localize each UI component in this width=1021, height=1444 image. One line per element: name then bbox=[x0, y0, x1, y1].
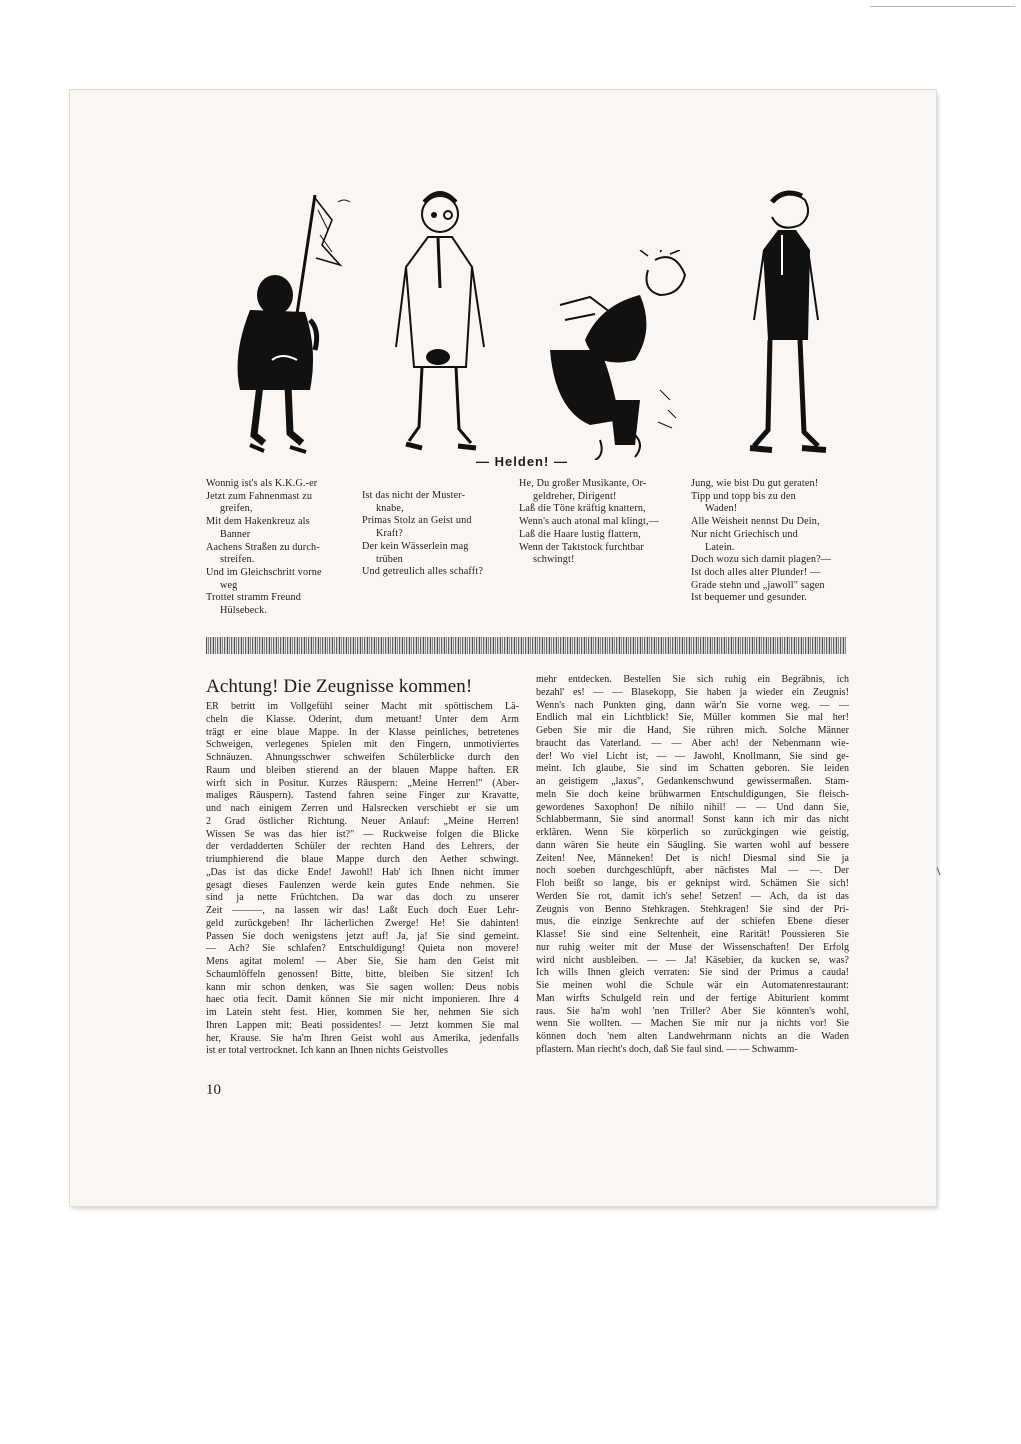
article-column-right bbox=[536, 674, 849, 1057]
verse-line: Jetzt zum Fahnenmast zu bbox=[206, 490, 313, 502]
verse-model-pupil bbox=[362, 490, 512, 579]
verse-line: Wenn der Taktstock furchtbar bbox=[519, 541, 644, 553]
article-line: Man wirfts Schulgeld rein und der fertige Abiturient kommt bbox=[536, 992, 849, 1004]
verse-line: Jung, wie bist Du gut geraten! bbox=[691, 478, 819, 489]
article-line: — Ach? Sie schlafen? Entschuldigung! Quieta non movere! bbox=[206, 943, 519, 955]
article-line: her, Krause. Sie ha'm Ihren Geist wohl aus Amerika, jedenfalls bbox=[206, 1032, 519, 1044]
article-line: trägt er eine blaue Mappe. In der Klasse peinliches, betretenes bbox=[206, 726, 519, 738]
article-line: können doch 'nem alten Landwehrmann nichts an die Waden bbox=[536, 1031, 849, 1042]
verse-line: Latein. bbox=[705, 541, 735, 553]
verse-line: Alle Weisheit nennst Du Dein, bbox=[691, 516, 820, 528]
young-boy-illustration bbox=[740, 190, 835, 460]
article-line: Klasse! Sie sind eine Seltenheit, eine Rarität! Poussieren Sie bbox=[536, 929, 849, 940]
article-line: und nach einigem Zerren und Halsrecken verschiebt er sie um bbox=[206, 803, 519, 814]
article-line: Zeugnis von Benno Stehkragen. Stehkragen! Sie sind der Pri- bbox=[536, 903, 849, 915]
verse-line: Mit dem Hakenkreuz als bbox=[206, 516, 310, 528]
verse-line: Kraft? bbox=[376, 528, 403, 540]
verse-line: Und getreulich alles schafft? bbox=[362, 566, 483, 578]
article-line: im Latein steht fest. Hier, kommen Sie her, nehmen Sie sich bbox=[206, 1007, 519, 1018]
verse-line: Hülsebeck. bbox=[220, 605, 268, 617]
verse-line: Wonnig ist's als K.K.G.-er bbox=[206, 478, 318, 489]
verse-line: Banner bbox=[220, 528, 251, 540]
heading-helden: — Helden! — bbox=[476, 454, 568, 469]
verse-line: Der kein Wässerlein mag bbox=[362, 540, 469, 552]
article-line: sind ja nette Früchtchen. Da war das doch zu unserer bbox=[206, 892, 519, 904]
article-line: Sie meinen wohl die Schule wär ein Automatenrestaurant: bbox=[536, 980, 849, 991]
verse-line: schwingt! bbox=[533, 554, 575, 566]
article-line: maliges Räuspern). Tastend fahren seine Finger zur Kravatte, bbox=[206, 790, 519, 802]
verse-line: Trottet stramm Freund bbox=[206, 592, 302, 604]
article-line: Passen Sie doch wenigstens jetzt auf! Ja, ja! Sie sind gemeint. bbox=[206, 930, 519, 942]
article-line: Zeit ———, na lassen wir das! Laßt Euch doch Euer Lehr- bbox=[206, 905, 519, 916]
article-line: Schaumlöffeln genossen! Bitte, bitte, bleiben Sie sitzen! Ich bbox=[206, 968, 519, 980]
page-number: 10 bbox=[206, 1082, 221, 1098]
article-line: Schweigen, verlegenes Spielen mit den Fingern, unmotiviertes bbox=[206, 739, 519, 751]
verse-line: knabe, bbox=[376, 502, 404, 514]
article-line: wirft sich in Positur. Kurzes Räuspern: „Meine Herren!" (Aber- bbox=[206, 777, 519, 789]
verse-line: Ist das nicht der Muster- bbox=[362, 490, 466, 501]
article-line: Ihren Lappen mit: Beati possidentes! — Jetzt kommen Sie mal bbox=[206, 1019, 519, 1031]
article-line: Schlabbermann, Sie sind anormal! Sonst kann ich mir das nicht bbox=[536, 814, 849, 826]
article-line: Wenn's nach Punkten ging, dann wär'n Sie vorne weg. — — bbox=[536, 699, 849, 711]
article-line: dann wären Sie heute ein Säugling. Sie warten wohl auf bessere bbox=[536, 839, 849, 851]
article-line: triumphierend die blaue Mappe durch den Aether schwingt. bbox=[206, 854, 519, 865]
article-line: wird nicht ausbleiben. — — Ja! Käsebier, da kucken se, was? bbox=[536, 954, 849, 966]
article-line: ist er total vertrocknet. Ich kann an Ihnen nichts Geistvolles bbox=[206, 1045, 448, 1057]
flag-boy-illustration bbox=[220, 190, 350, 460]
article-line: gesagt dieses Faulenzen werde kein gutes Ende nehmen. Sie bbox=[206, 879, 519, 891]
scan-edge-line bbox=[870, 6, 1015, 7]
article-line: erklären. Wenn Sie körperlich so zurückgingen wie geistig, bbox=[536, 827, 849, 838]
verse-line: Waden! bbox=[705, 503, 738, 515]
article-line: Raum und bleiben stierend an der blauen Mappe haften. ER bbox=[206, 764, 519, 776]
verse-flag-boy bbox=[206, 478, 356, 618]
verse-line: Wenn's auch atonal mal klingt,— bbox=[519, 516, 660, 528]
article-line: der! Wo viel Licht ist, — — Jawohl, Knollmann, Sie sind ge- bbox=[536, 750, 849, 762]
verse-young-boy bbox=[691, 478, 859, 605]
article-line: an geistigem „laxus", Gedankenschwund gewissermaßen. Stam- bbox=[536, 776, 849, 787]
article-line: nur ruhig weiter mit der Muse der Wissenschaften! Der Erfolg bbox=[536, 941, 849, 953]
article-line: „Das ist das dicke Ende! Jawohl! Hab' ich Ihnen nicht immer bbox=[206, 866, 519, 878]
article-line: cheln die Klasse. Oderint, dum metuant! Unter dem Arm bbox=[206, 713, 519, 725]
article-line: bezahl' es! — — Blasekopp, Sie haben ja wieder ein Zeugnis! bbox=[536, 686, 849, 698]
article-line: geld zurückgeben! Ihr lächerlichen Zwerge! He! Sie dahinten! bbox=[206, 917, 519, 929]
article-line: meint. Ich glaube, Sie sind im Schatten geboren. Sie leiden bbox=[536, 763, 849, 775]
magazine-page bbox=[70, 90, 936, 1206]
article-line: pflastern. Man riecht's doch, daß Sie faul sind. — — Schwamm- bbox=[536, 1043, 798, 1055]
verse-line: streifen. bbox=[220, 554, 255, 566]
verse-line: trüben bbox=[376, 553, 403, 565]
verse-line: Grade stehn und „jawoll" sagen bbox=[691, 579, 825, 591]
verse-line: Ist bequemer und gesunder. bbox=[691, 592, 807, 604]
article-line: wenn Sie wollten. — Machen Sie mir nur ja nichts vor! Sie bbox=[536, 1018, 849, 1030]
verse-line: weg bbox=[220, 579, 238, 591]
article-line: Ich wills Ihnen gleich verraten: Sie sind der Primus a cauda! bbox=[536, 967, 849, 979]
verse-line: Primas Stolz an Geist und bbox=[362, 515, 472, 527]
article-line: kann mir schon denken, was Sie sagen wollen: Deus nobis bbox=[206, 981, 519, 993]
article-line: 2 Grad östlicher Richtung. Neuer Anlauf: „Meine Herren! bbox=[206, 815, 519, 827]
article-line: meln Sie doch keine brühwarmen Entschuldigungen, Sie fleisch- bbox=[536, 788, 849, 800]
model-pupil-illustration bbox=[388, 182, 493, 462]
article-line: der verdadderten Schüler der rechten Hand des Lehrers, der bbox=[206, 841, 519, 853]
verse-line: Aachens Straßen zu durch- bbox=[206, 541, 320, 553]
article-line: raus. Sie ha'm wohl 'nen Triller? Aber Sie könnten's wohl, bbox=[536, 1005, 849, 1017]
article-line: noch soeben durchgeschlüpft, aber nächstes Mal — —. Der bbox=[536, 865, 849, 877]
article-line: Floh beißt so lange, bis er geknipst wird. Schämen Sie sich! bbox=[536, 878, 849, 889]
decorative-divider-band bbox=[206, 637, 846, 654]
article-line: Mens agitat molem! — Aber Sie, Sie ham den Geist mit bbox=[206, 956, 519, 967]
article-line: Werden Sie rot, damit ich's sehe! Setzen! — Ach, da ist das bbox=[536, 890, 849, 902]
article-line: Geben Sie mir die Hand, Sie rühren mich. Solche Männer bbox=[536, 725, 849, 736]
verse-line: greifen, bbox=[220, 503, 253, 515]
article-line: gewordenes Saxophon! De nihilo nihil! — — Und dann Sie, bbox=[536, 801, 849, 813]
article-line: haec otia fecit. Damit können Sie mir nicht imponieren. Ihre 4 bbox=[206, 994, 519, 1006]
article-title: Achtung! Die Zeugnisse kommen! bbox=[206, 676, 473, 697]
article-line: mehr entdecken. Bestellen Sie sich ruhig ein Begräbnis, ich bbox=[536, 674, 849, 685]
verse-line: Ist doch alles alter Plunder! — bbox=[691, 566, 821, 578]
article-line: Endlich mal ein Lichtblick! Sie, Müller kommen Sie mal her! bbox=[536, 712, 849, 724]
verse-line: Doch wozu sich damit plagen?— bbox=[691, 554, 832, 566]
verse-line: Tipp und topp bis zu den bbox=[691, 490, 796, 502]
article-line: Zeiten! Nee, Männeken! Det is nich! Diesmal sind Sie ja bbox=[536, 852, 849, 864]
verse-line: Laß die Töne kräftig knattern, bbox=[519, 503, 646, 515]
verse-line: geldreher, Dirigent! bbox=[533, 490, 617, 502]
verse-line: Nur nicht Griechisch und bbox=[691, 528, 798, 540]
musician-illustration bbox=[540, 250, 700, 460]
verse-line: Und im Gleichschritt vorne bbox=[206, 566, 322, 578]
article-line: Schnäuzen. Ahnungsschwer schweifen Schülerblicke durch den bbox=[206, 752, 519, 763]
verse-line: Laß die Haare lustig flattern, bbox=[519, 528, 641, 540]
article-line: ER betritt im Vollgefühl seiner Macht mit spöttischem Lä- bbox=[206, 701, 519, 712]
article-column-left bbox=[206, 701, 519, 1058]
article-line: braucht das Vaterland. — — Aber ach! der Nebenmann wie- bbox=[536, 737, 849, 749]
verse-musician bbox=[519, 478, 679, 567]
verse-line: He, Du großer Musikante, Or- bbox=[519, 478, 647, 489]
article-line: Wissen Se was das hier ist?" — Ruckweise folgen die Blicke bbox=[206, 828, 519, 840]
article-line: mus, die einzige Senkrechte auf der schiefen Ebene dieser bbox=[536, 916, 849, 928]
